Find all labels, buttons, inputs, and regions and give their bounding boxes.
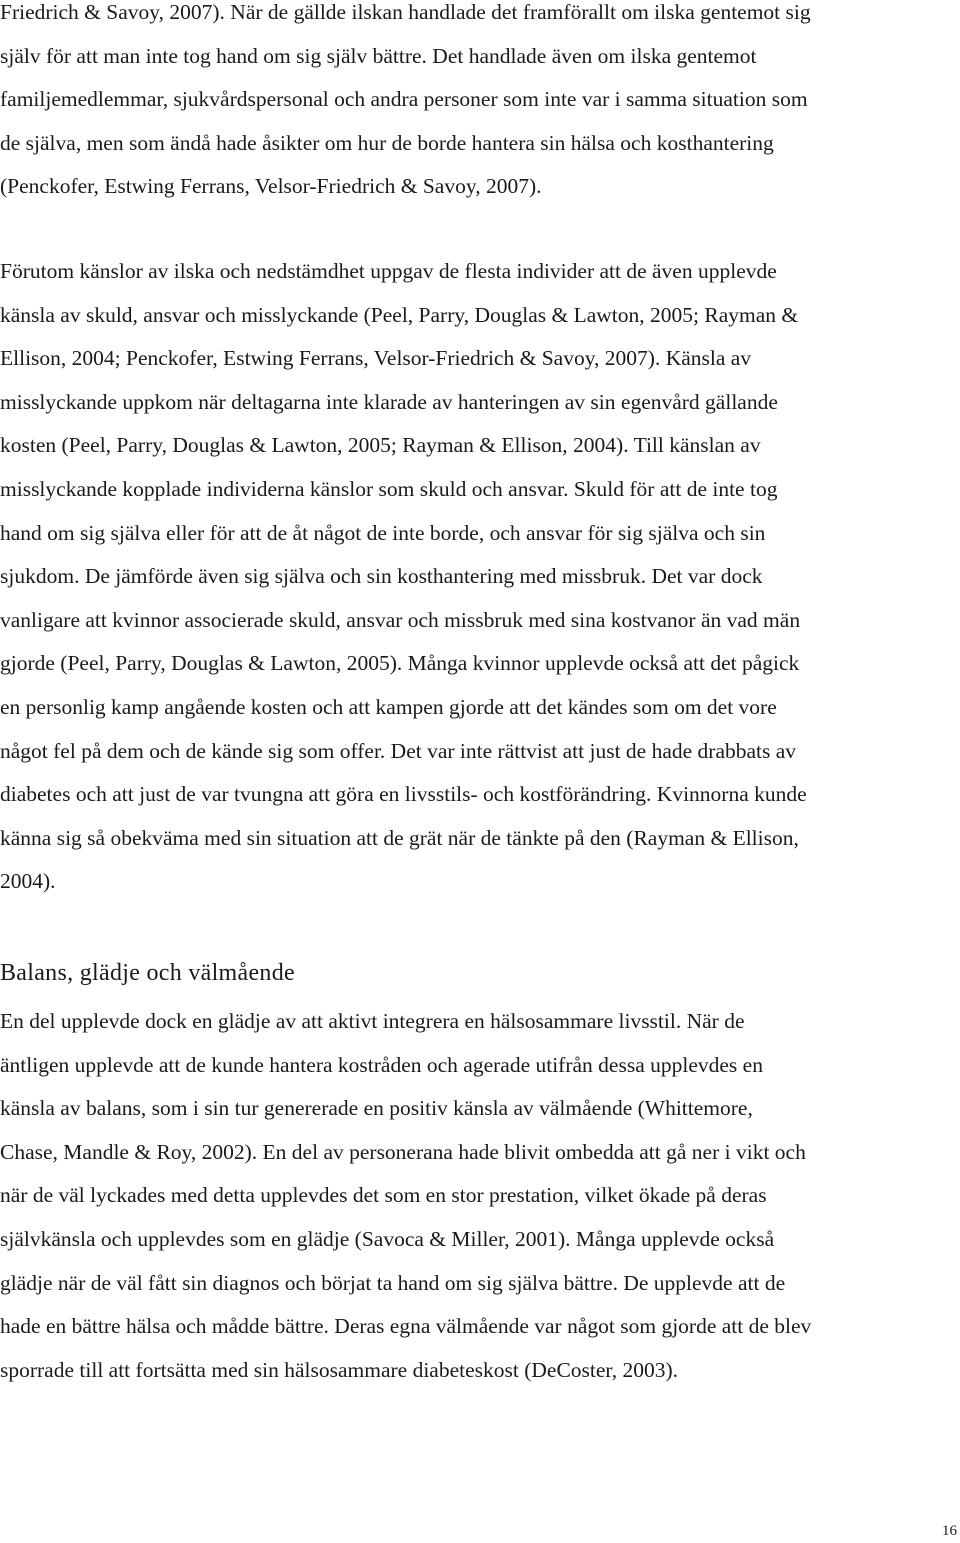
text-line: (Penckofer, Estwing Ferrans, Velsor-Friedrich & Savoy, 2007). [0,174,542,199]
text-line: misslyckande uppkom när deltagarna inte klarade av hanteringen av sin egenvård gällande [0,389,778,414]
text-line: glädje när de väl fått sin diagnos och börjat ta hand om sig själva bättre. De upplevde att de [0,1270,786,1295]
text-line: gjorde (Peel, Parry, Douglas & Lawton, 2005). Många kvinnor upplevde också att det pågick [0,651,800,676]
text-line: en personlig kamp angående kosten och att kampen gjorde att det kändes som om det vore [0,694,777,719]
body-paragraph [0,0,960,209]
text-line: känsla av skuld, ansvar och misslyckande (Peel, Parry, Douglas & Lawton, 2005; Rayman & [0,302,799,327]
text-line: de själva, men som ändå hade åsikter om hur de borde hantera sin hälsa och kosthantering [0,130,774,155]
text-line: Ellison, 2004; Penckofer, Estwing Ferrans, Velsor-Friedrich & Savoy, 2007). Känsla av [0,346,752,371]
text-line: självkänsla och upplevdes som en glädje (Savoca & Miller, 2001). Många upplevde också [0,1226,775,1251]
text-line: Friedrich & Savoy, 2007). När de gällde ilskan handlade det framförallt om ilska gentemot sig [0,0,811,24]
text-line: hand om sig själva eller för att de åt något de inte borde, och ansvar för sig själva och sin [0,520,766,545]
text-line: hade en bättre hälsa och mådde bättre. Deras egna välmående var något som gjorde att de blev [0,1314,812,1339]
text-line: själv för att man inte tog hand om sig själv bättre. Det handlade även om ilska gentemot [0,43,757,68]
text-line: familjemedlemmar, sjukvårdspersonal och andra personer som inte var i samma situation som [0,87,808,112]
text-line: känna sig så obekväma med sin situation att de grät när de tänkte på den (Rayman & Ellison, [0,825,799,850]
body-paragraph [0,250,960,904]
text-line: äntligen upplevde att de kunde hantera kostråden och agerade utifrån dessa upplevdes en [0,1052,763,1077]
body-paragraph [0,1000,960,1392]
section-heading: Balans, glädje och välmående [0,960,295,986]
text-line: Förutom känslor av ilska och nedstämdhet uppgav de flesta individer att de även upplevde [0,259,777,283]
text-line: sjukdom. De jämförde även sig själva och sin kosthantering med missbruk. Det var dock [0,564,763,589]
text-line: vanligare att kvinnor associerade skuld, ansvar och missbruk med sina kostvanor än vad män [0,607,801,632]
text-line: En del upplevde dock en glädje av att aktivt integrera en hälsosammare livsstil. När de [0,1009,745,1033]
text-line: något fel på dem och de kände sig som offer. Det var inte rättvist att just de hade drabbats av [0,738,797,763]
text-line: kosten (Peel, Parry, Douglas & Lawton, 2005; Rayman & Ellison, 2004). Till känslan av [0,433,761,458]
text-line: sporrade till att fortsätta med sin hälsosammare diabeteskost (DeCoster, 2003). [0,1357,679,1382]
text-line: misslyckande kopplade individerna känslor som skuld och ansvar. Skuld för att de inte tog [0,476,778,501]
text-line: Chase, Mandle & Roy, 2002). En del av personerana hade blivit ombedda att gå ner i vikt och [0,1139,806,1164]
text-line: 2004). [0,869,56,894]
text-line: känsla av balans, som i sin tur genererade en positiv känsla av välmående (Whittemore, [0,1096,753,1121]
text-line: diabetes och att just de var tvungna att göra en livsstils- och kostförändring. Kvinnorna kunde [0,782,807,807]
text-line: när de väl lyckades med detta upplevdes det som en stor prestation, vilket ökade på deras [0,1183,767,1208]
page-number: 16 [942,1523,957,1539]
